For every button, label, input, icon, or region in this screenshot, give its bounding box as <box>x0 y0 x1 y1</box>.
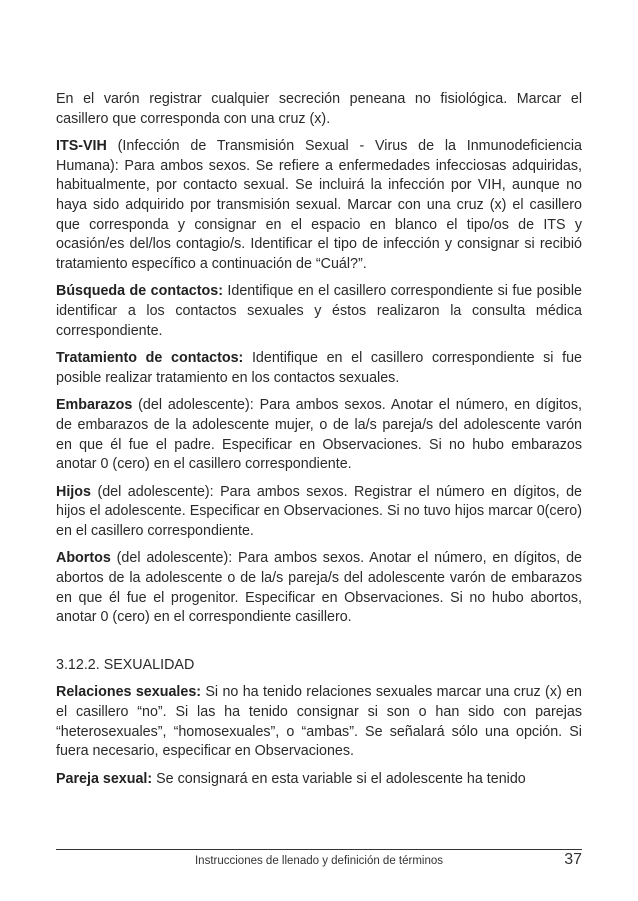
paragraph-varon: En el varón registrar cualquier secreción peneana no fisiológica. Marcar el casillero que corresponda con una cruz (x). <box>56 91 582 127</box>
paragraph-pareja-sexual: Pareja sexual: Se consignará en esta variable si el adolescente ha tenido <box>56 770 526 787</box>
paragraph-embarazos: Embarazos (del adolescente): Para ambos sexos. Anotar el número, en dígitos, de embarazos de la adolescente mujer, o de la/s pareja/s del adolescente varón en que él fue el padre. Especificar en Observaciones. Si no hubo embarazos anotar 0 (cero) en el casillero correspondiente. <box>56 397 582 473</box>
page-number: 37 <box>564 851 582 868</box>
footer-title: Instrucciones de llenado y definición de términos <box>194 855 444 867</box>
paragraph-tratamiento-contactos: Tratamiento de contactos: Identifique en el casillero correspondiente si fue posible realizar tratamiento en los contactos sexuales. <box>56 350 583 386</box>
term-pareja-sexual: Pareja sexual: <box>56 770 153 787</box>
term-abortos: Abortos <box>56 550 111 567</box>
term-busqueda-contactos: Búsqueda de contactos: <box>56 283 223 300</box>
main-content <box>56 90 582 797</box>
paragraph-abortos: Abortos (del adolescente): Para ambos sexos. Anotar el número, en dígitos, de abortos de la adolescente o de la/s pareja/s del adolescente varón de embarazos en que él fue el progenitor. Especificar en Observaciones. Si no hubo abortos, anotar 0 (cero) en el correspondiente casillero. <box>56 550 582 626</box>
footer-divider <box>56 849 582 850</box>
term-embarazos: Embarazos <box>56 397 133 414</box>
paragraph-hijos: Hijos (del adolescente): Para ambos sexos. Registrar el número en dígitos, de hijos el adolescente. Especificar en Observaciones. Si no tuvo hijos marcar 0(cero) en el casillero correspondiente. <box>56 483 582 539</box>
paragraph-relaciones-sexuales: Relaciones sexuales: Si no ha tenido relaciones sexuales marcar una cruz (x) en el casillero “no”. Si las ha tenido consignar si son o han sido con parejas “heterosexuales”, “homosexuales”, o “ambas”. Se señalará sólo una opción. Si fuera necesario, especificar en Observaciones. <box>56 684 582 760</box>
section-heading: 3.12.2. SEXUALIDAD <box>56 656 195 673</box>
paragraph-its-vih: ITS-VIH (Infección de Transmisión Sexual - Virus de la Inmunodeficiencia Humana): Para ambos sexos. Se refiere a enfermedades infecciosas adquiridas, habitualmente, por contacto sexual. Se incluirá la infección por VIH, aunque no haya sido adquirido por transmisión sexual. Marcar con una cruz (x) el casillero que corresponda y consignar en el espacio en blanco el tipo/os de ITS y ocasión/es del/los contagio/s. Identificar el tipo de infección y consignar si recibió tratamiento específico a continuación de “Cuál?”. <box>56 138 582 272</box>
term-its-vih: ITS-VIH <box>56 138 107 155</box>
term-tratamiento-contactos: Tratamiento de contactos: <box>56 350 244 367</box>
term-relaciones-sexuales: Relaciones sexuales: <box>56 684 202 701</box>
term-hijos: Hijos <box>56 483 91 500</box>
paragraph-busqueda-contactos: Búsqueda de contactos: Identifique en el casillero correspondiente si fue posible identificar a los contactos sexuales y éstos realizaron la consulta médica correspondiente. <box>56 283 582 339</box>
